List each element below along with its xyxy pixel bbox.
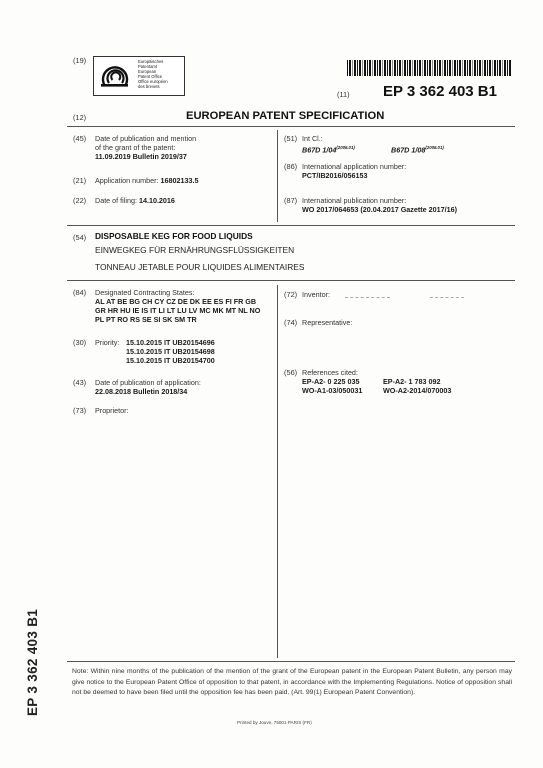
redacted-mark (430, 297, 464, 298)
lower-column-divider (277, 285, 278, 658)
epo-logo (93, 56, 185, 96)
reference-2: EP-A2- 1 783 092 (383, 377, 441, 386)
references-label: References cited: (302, 368, 358, 377)
side-publication-number: EP 3 362 403 B1 (25, 608, 40, 716)
field-43: Date of publication of application: 22.08.2018 Bulletin 2018/34 (95, 378, 201, 396)
opposition-note: Note: Within nine months of the publication of the mention of the grant of the European patent in the European Patent Bulletin, any person may give notice to the European Patent Office of opposition to that patent, in accordance with the Implementing Regulations. Notice of opposition shall not be deemed to have been filed until the opposition fee has been paid. (Art. 99(1) European Patent Convention). (72, 668, 512, 696)
note-rule (67, 661, 515, 662)
printer-footer: Printed by Jouve, 75001 PARIS (FR) (237, 720, 312, 725)
code-22: (22) (73, 196, 87, 205)
field-87: International publication number: WO 2017/064653 (20.04.2017 Gazette 2017/16) (302, 196, 458, 214)
code-43: (43) (73, 378, 87, 387)
publication-number: EP 3 362 403 B1 (383, 83, 497, 100)
code-73: (73) (73, 406, 87, 415)
document-title: EUROPEAN PATENT SPECIFICATION (186, 110, 385, 122)
title-de: EINWEGKEG FÜR ERNÄHRUNGSFLÜSSIGKEITEN (95, 245, 295, 255)
int-class-1: B67D $1/04^{(2006.01)}$ (302, 145, 355, 155)
epo-emblem-icon (97, 58, 135, 94)
field-86: International application number: PCT/IB2016/056153 (302, 162, 407, 180)
office-names: Europäisches Patentamt European Patent Office Office européen des brevets (138, 59, 168, 89)
field-51-label: Int Cl.: (302, 134, 323, 143)
int-class-2: B67D $1/08^{(2006.01)}$ (391, 145, 444, 155)
reference-3: WO-A1-03/050031 (302, 386, 363, 395)
code-30: (30) (73, 338, 87, 347)
priority-entries: 15.10.2015 IT UB20154696 15.10.2015 IT UB20154698 15.10.2015 IT UB20154700 (126, 338, 215, 365)
code-54: (54) (73, 233, 87, 242)
representative-label: Representative: (302, 318, 353, 327)
field-22: Date of filing: 14.10.2016 (95, 196, 175, 205)
field-45: Date of publication and mention of the grant of the patent: 11.09.2019 Bulletin 2019/37 (95, 134, 197, 161)
title-rule-bottom (67, 280, 515, 281)
code-72: (72) (284, 290, 298, 299)
code-86: (86) (284, 162, 298, 171)
code-74: (74) (284, 318, 298, 327)
title-fr: TONNEAU JETABLE POUR LIQUIDES ALIMENTAIRES (95, 262, 305, 272)
title-en: DISPOSABLE KEG FOR FOOD LIQUIDS (95, 231, 253, 241)
code-45: (45) (73, 134, 87, 143)
code-56: (56) (284, 368, 298, 377)
code-87: (87) (284, 196, 298, 205)
upper-column-divider (277, 130, 278, 222)
field-21: Application number: 16802133.5 (95, 176, 199, 185)
reference-1: EP-A2- 0 225 035 (302, 377, 360, 386)
field-84: Designated Contracting States: AL AT BE BG CH CY CZ DE DK EE ES FI FR GB GR HR HU IE IS IT LI LT LU LV MC MK MT NL NO PL PT RO RS SE SI SK SM TR (95, 288, 261, 324)
code-51: (51) (284, 134, 298, 143)
redacted-mark (345, 297, 390, 298)
barcode (347, 60, 511, 76)
code-12: (12) (73, 113, 87, 122)
proprietor-label: Proprietor: (95, 406, 129, 415)
inventor-label: Inventor: (302, 290, 330, 299)
code-21: (21) (73, 176, 87, 185)
reference-4: WO-A2-2014/070003 (383, 386, 452, 395)
header-rule (67, 126, 515, 127)
code-19: (19) (73, 56, 87, 65)
priority-label: Priority: (95, 338, 120, 347)
title-rule-top (67, 225, 515, 226)
code-84: (84) (73, 288, 87, 297)
code-11: (11) (337, 90, 350, 99)
